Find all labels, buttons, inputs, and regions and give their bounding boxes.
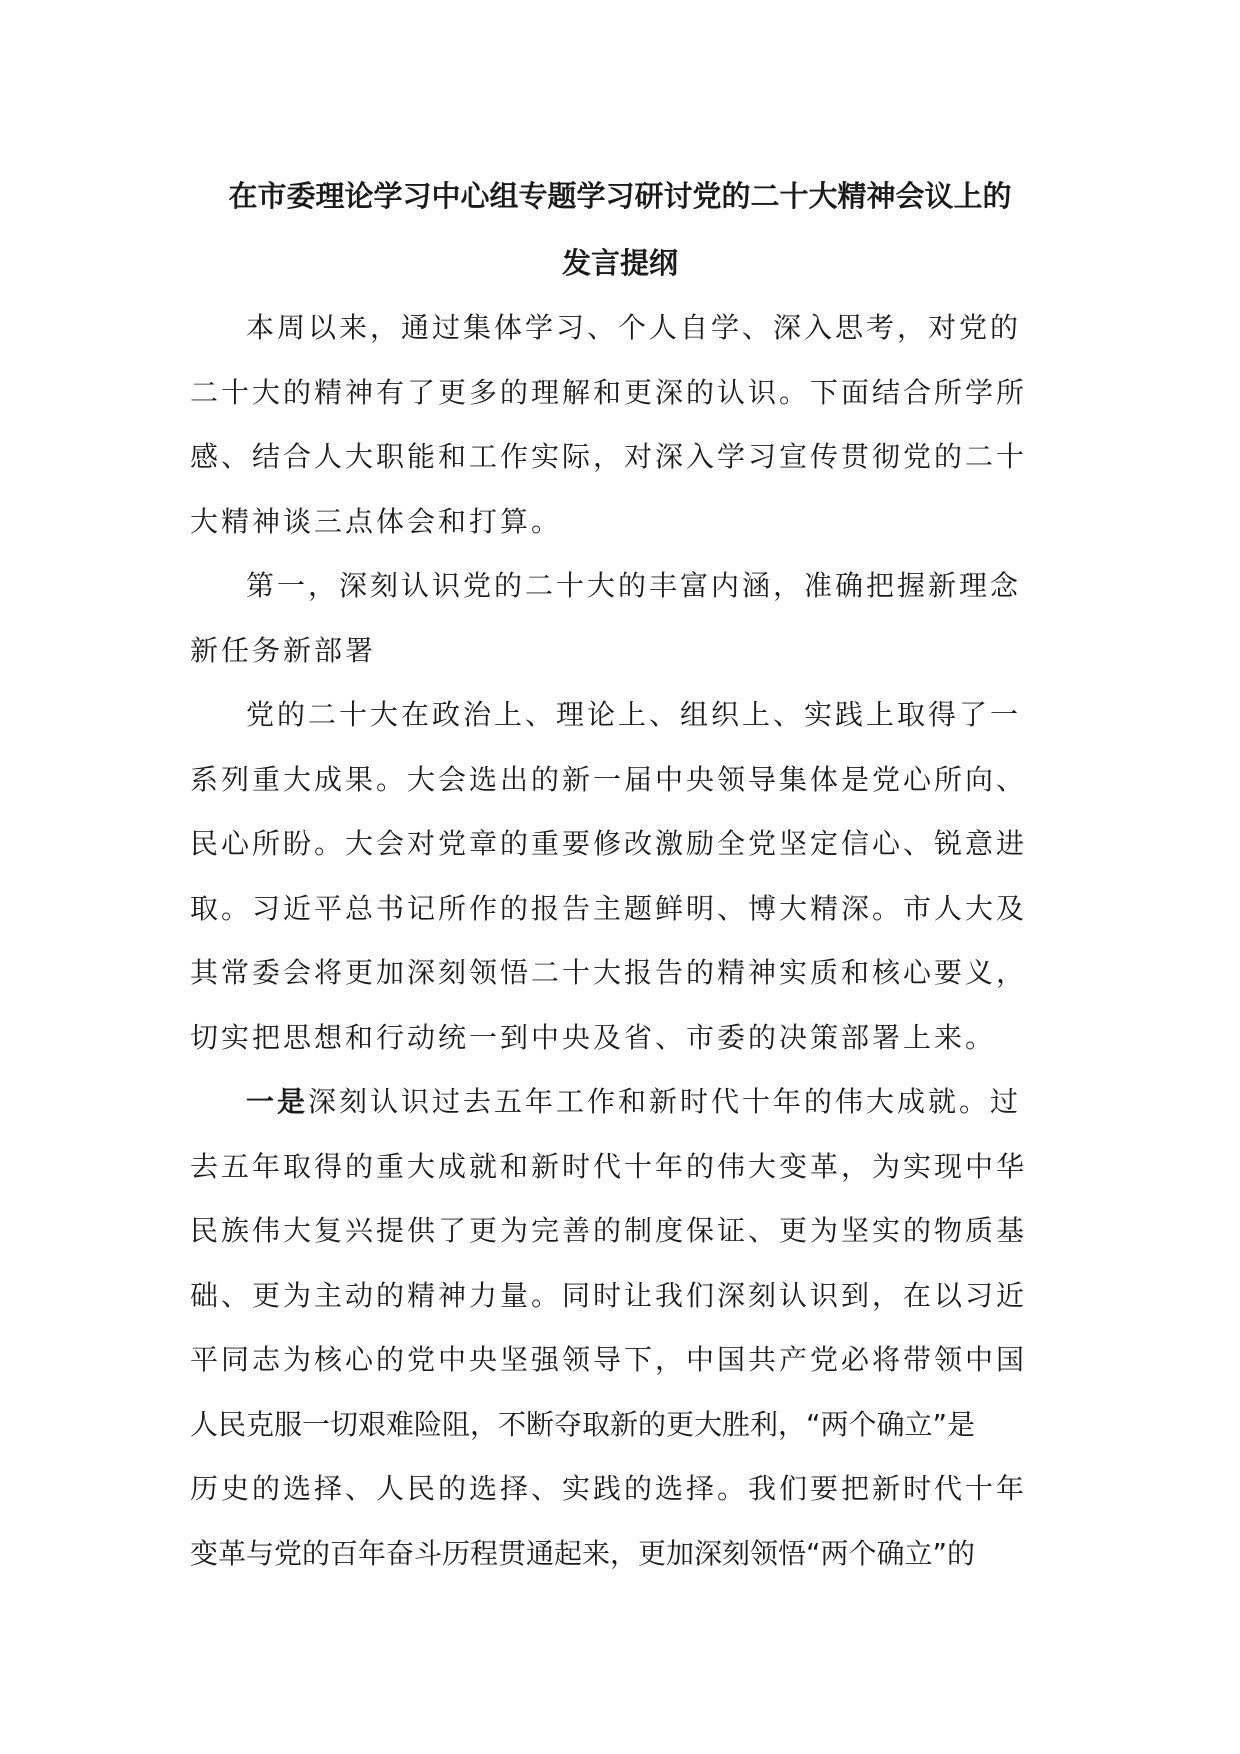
paragraph-2-line-6: 切实把思想和行动统一到中央及省、市委的决策部署上来。 xyxy=(190,1021,997,1054)
section-heading-1-line-1: 第一，深刻认识党的二十大的丰富内涵，准确把握新理念 xyxy=(246,569,1022,602)
paragraph-3-bold-lead: 一是 xyxy=(246,1085,309,1118)
paragraph-3-line-7: 历史的选择、人民的选择、实践的选择。我们要把新时代十年 xyxy=(190,1472,1028,1505)
paragraph-3-line-1-text: 深刻认识过去五年工作和新时代十年的伟大成就。过 xyxy=(308,1085,1022,1118)
paragraph-1-line-3: 感、结合人大职能和工作实际，对深入学习宣传贯彻党的二十 xyxy=(190,440,1028,473)
paragraph-1-line-4: 大精神谈三点体会和打算。 xyxy=(190,505,563,538)
paragraph-3-line-8: 变革与党的百年奋斗历程贯通起来，更加深刻领悟“两个确立”的 xyxy=(190,1537,976,1570)
paragraph-2-line-5: 其常委会将更加深刻领悟二十大报告的精神实质和核心要义， xyxy=(190,956,1028,989)
paragraph-2-line-1: 党的二十大在政治上、理论上、组织上、实践上取得了一 xyxy=(246,698,1022,731)
paragraph-3-line-2: 去五年取得的重大成就和新时代十年的伟大变革，为实现中华 xyxy=(190,1150,1028,1183)
paragraph-2-line-2: 系列重大成果。大会选出的新一届中央领导集体是党心所向、 xyxy=(190,763,1028,796)
paragraph-1-line-1: 本周以来，通过集体学习、个人自学、深入思考，对党的 xyxy=(246,311,1022,344)
document-title-line-1: 在市委理论学习中心组专题学习研讨党的二十大精神会议上的 xyxy=(228,179,1012,213)
paragraph-3-line-4: 础、更为主动的精神力量。同时让我们深刻认识到，在以习近 xyxy=(190,1279,1028,1312)
paragraph-3-line-6: 人民克服一切艰难险阻，不断夺取新的更大胜利，“两个确立”是 xyxy=(190,1408,976,1441)
paragraph-2-line-3: 民心所盼。大会对党章的重要修改激励全党坚定信心、锐意进 xyxy=(190,827,1028,860)
document-title-line-2: 发言提纲 xyxy=(561,246,678,280)
paragraph-1-line-2: 二十大的精神有了更多的理解和更深的认识。下面结合所学所 xyxy=(190,376,1028,409)
section-heading-1-line-2: 新任务新部署 xyxy=(190,634,377,667)
paragraph-3-line-1 xyxy=(246,1080,1021,1124)
paragraph-3-line-5: 平同志为核心的党中央坚强领导下，中国共产党必将带领中国 xyxy=(190,1343,1028,1376)
paragraph-3-line-3: 民族伟大复兴提供了更为完善的制度保证、更为坚实的物质基 xyxy=(190,1214,1028,1247)
paragraph-2-line-4: 取。习近平总书记所作的报告主题鲜明、博大精深。市人大及 xyxy=(190,892,1028,925)
